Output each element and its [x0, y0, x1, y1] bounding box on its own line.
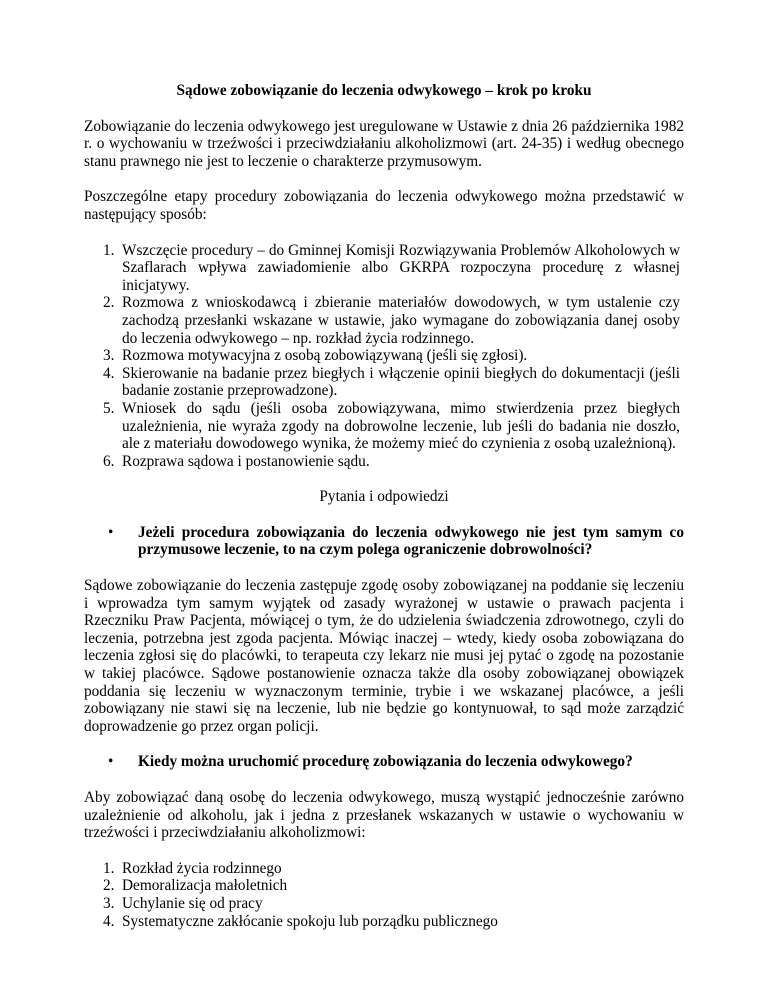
list-item-text: Rozprawa sądowa i postanowienie sądu.: [122, 452, 370, 470]
procedure-steps-list: [84, 242, 684, 471]
list-number: 3.: [103, 347, 115, 365]
list-item: [84, 400, 680, 453]
list-item: [84, 895, 684, 913]
list-item: [84, 242, 680, 295]
list-item: [84, 860, 684, 878]
list-number: 4.: [103, 364, 115, 382]
list-item: [84, 453, 680, 471]
list-number: 1.: [103, 859, 115, 877]
list-item-text: Rozmowa motywacyjna z osobą zobowiązywaną (jeśli się zgłosi).: [122, 347, 528, 365]
answer-1-paragraph: Sądowe zobowiązanie do leczenia zastępuje zgodę osoby zobowiązanej na poddanie się leczeniu i wprowadza tym samym wyjątek od zasady wyrażonej w ustawie o prawach pacjenta i Rzeczniku Praw Pacjenta, mówiącej o tym, że do udzielenia świadczenia zdrowotnego, czyli do leczenia, potrzebna jest zgoda pacjenta. Mówiąc inaczej – wtedy, kiedy osoba zobowiązana do leczenia zgłosi się do placówki, to terapeuta czy lekarz nie musi jej pytać o zgodę na pozostanie w takiej placówce. Sądowe postanowienie oznacza także dla osoby zobowiązanej obowiązek poddania się leczeniu w wyznaczonym terminie, trybie i we wskazanej placówce, a jeśli zobowiązany nie stawi się na leczenie, lub nie będzie go kontynuował, to sąd może zarządzić doprowadzenie go przez organ policji.: [84, 577, 684, 735]
list-number: 5.: [103, 399, 115, 417]
list-item: [84, 365, 680, 400]
list-item: [84, 877, 684, 895]
list-number: 2.: [103, 877, 115, 895]
question-1: [84, 524, 684, 559]
list-item-text: Wniosek do sądu (jeśli osoba zobowiązywana, mimo stwierdzenia przez biegłych uzależnienia, nie wyraża zgody na dobrowolne leczenie, lub jeśli do badania nie doszło, ale z materiału dowodowego wynika, że możemy mieć do czynienia z osobą uzależnioną).: [122, 399, 680, 453]
stages-intro-paragraph: Poszczególne etapy procedury zobowiązania do leczenia odwykowego można przedstawić w następujący sposób:: [84, 188, 684, 223]
list-item-text: Wszczęcie procedury – do Gminnej Komisji Rozwiązywania Problemów Alkoholowych w Szaflarach wpływa zawiadomienie albo GKRPA rozpoczyna procedurę z własnej inicjatywy.: [122, 241, 680, 294]
answer-2-paragraph: Aby zobowiązać daną osobę do leczenia odwykowego, muszą wystąpić jednocześnie zarówno uzależnienie od alkoholu, jak i jedna z przesłanek wskazanych w ustawie o wychowaniu w trzeźwości i przeciwdziałaniu alkoholizmowi:: [84, 789, 684, 842]
list-item: [84, 347, 680, 365]
list-number: 6.: [103, 452, 115, 470]
list-item-text: Rozkład życia rodzinnego: [122, 859, 282, 877]
list-item-text: Rozmowa z wnioskodawcą i zbieranie materiałów dowodowych, w tym ustalenie czy zachodzą przesłanki wskazane w ustawie, jako wymagane do zobowiązania danej osoby do leczenia odwykowego – np. rozkład życia rodzinnego.: [122, 294, 680, 347]
qa-section-heading: Pytania i odpowiedzi: [319, 488, 449, 506]
list-item-text: Skierowanie na badanie przez biegłych i włączenie opinii biegłych do dokumentacji (jeśli badanie zostanie przeprowadzone).: [122, 364, 680, 400]
list-number: 2.: [103, 294, 115, 312]
intro-paragraph: Zobowiązanie do leczenia odwykowego jest uregulowane w Ustawie z dnia 26 października 1982 r. o wychowaniu w trzeźwości i przeciwdziałaniu alkoholizmowi (art. 24-35) i według obecnego stanu prawnego nie jest to leczenie o charakterze przymusowym.: [84, 117, 684, 170]
list-item: [84, 294, 680, 347]
list-item-text: Demoralizacja małoletnich: [122, 877, 288, 895]
question-1-text: Jeżeli procedura zobowiązania do leczenia odwykowego nie jest tym samym co przymusowe leczenie, to na czym polega ograniczenie dobrowolności?: [138, 523, 684, 559]
list-item-text: Uchylanie się od pracy: [122, 894, 263, 912]
list-number: 3.: [103, 894, 115, 912]
bullet-icon: •: [108, 753, 114, 771]
list-number: 1.: [103, 241, 115, 259]
bullet-icon: •: [108, 523, 114, 541]
question-2-text: Kiedy można uruchomić procedurę zobowiązania do leczenia odwykowego?: [138, 753, 633, 771]
question-2: [84, 753, 684, 771]
conditions-list: [84, 860, 684, 930]
document-title: Sądowe zobowiązanie do leczenia odwykowego – krok po kroku: [176, 82, 592, 99]
list-number: 4.: [103, 912, 115, 930]
list-item-text: Systematyczne zakłócanie spokoju lub porządku publicznego: [122, 912, 498, 930]
list-item: [84, 913, 684, 931]
